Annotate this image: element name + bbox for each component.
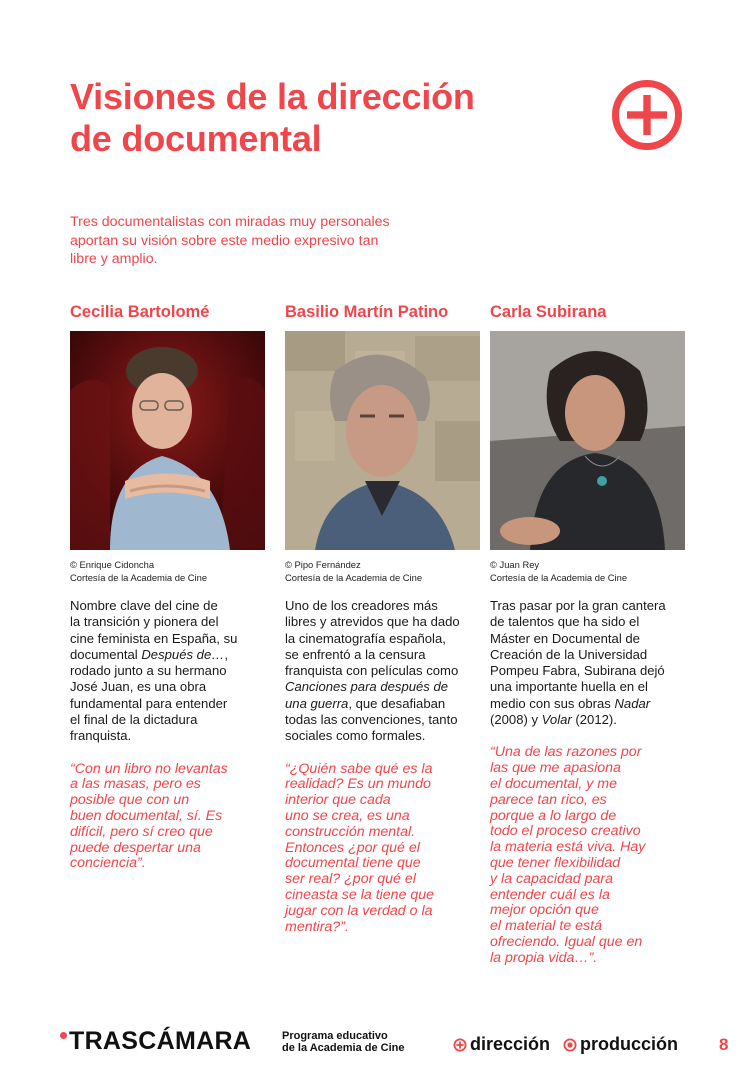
bio-line: Tras pasar por la gran cantera: [490, 598, 666, 613]
bio-line: todas las convenciones, tanto: [285, 712, 458, 728]
profile-name: Cecilia Bartolomé: [70, 303, 210, 321]
quote-line: conciencia”.: [70, 855, 146, 872]
bio-line: Máster en Documental de: [490, 630, 640, 646]
profile-cecilia-bartolome: [70, 302, 270, 872]
nav-label: producción: [580, 1034, 679, 1054]
intro-line: aportan su visión sobre este medio expresivo tan: [70, 232, 379, 249]
profile-carla-subirana: [490, 302, 690, 967]
credit-line: © Enrique Cidoncha: [70, 559, 155, 570]
page-title: [70, 76, 590, 160]
bio-line: el final de la dictadura: [70, 712, 198, 728]
quote-line: documental tiene que: [285, 855, 421, 872]
credit-line: © Juan Rey: [490, 559, 540, 570]
intro-text: [70, 213, 470, 269]
photo-credit: [285, 559, 485, 584]
bio-line: rodado junto a su hermano: [70, 663, 227, 679]
program-line: Programa educativo: [282, 1030, 388, 1042]
profile-quote: [70, 762, 270, 873]
footer-program: [282, 1030, 404, 1054]
credit-line: Cortesía de la Academia de Cine: [70, 571, 208, 583]
plus-circle-icon: [453, 1038, 467, 1052]
portrait-photo: [490, 331, 685, 550]
title-line: de documental: [70, 118, 322, 159]
quote-line: las que me apasiona: [490, 760, 621, 777]
bio-line: la cinematografía española,: [285, 630, 446, 646]
bio-line: una guerra, que desafiaban: [285, 695, 446, 711]
profile-basilio-martin-patino: [285, 302, 485, 935]
bio-line: Creación de la Universidad: [490, 646, 648, 662]
intro-line: Tres documentalistas con miradas muy personales: [70, 214, 390, 230]
quote-line: todo el proceso creativo: [490, 823, 641, 840]
quote-line: interior que cada: [285, 792, 391, 809]
profile-quote: [285, 762, 485, 936]
nav-direccion[interactable]: [453, 1033, 550, 1055]
profile-bio: [285, 598, 485, 745]
profile-name: Carla Subirana: [490, 303, 607, 321]
quote-line: parece tan rico, es: [490, 791, 607, 808]
quote-line: entender cuál es la: [490, 886, 610, 903]
bio-line: franquista con películas como: [285, 663, 459, 679]
brand-name: TRASCÁMARA: [69, 1027, 252, 1055]
quote-line: jugar con la verdad o la: [285, 902, 433, 919]
bio-line: cine feminista en España, su: [70, 630, 238, 646]
bio-line: medio con sus obras Nadar: [490, 695, 651, 711]
bio-line: José Juan, es una obra: [70, 679, 207, 695]
bio-line: documental Después de…,: [70, 646, 228, 662]
nav-label: dirección: [470, 1034, 551, 1054]
quote-line: mejor opción que: [490, 902, 599, 919]
quote-line: posible que con un: [70, 792, 190, 809]
quote-line: “¿Quién sabe qué es la: [285, 760, 433, 777]
quote-line: que tener flexibilidad: [490, 854, 621, 871]
quote-line: construcción mental.: [285, 823, 416, 840]
quote-line: mentira?”.: [285, 918, 349, 935]
intro-line: libre y amplio.: [70, 251, 158, 267]
bio-line: la transición y pionera del: [70, 614, 219, 630]
footer-brand: [60, 1026, 251, 1056]
profile-bio: [490, 598, 690, 728]
quote-line: ser real? ¿por qué el: [285, 871, 416, 888]
portrait-photo: [285, 331, 480, 550]
quote-line: puede despertar una: [70, 839, 201, 856]
bio-line: Pompeu Fabra, Subirana dejó: [490, 663, 665, 679]
quote-line: la materia está viva. Hay: [490, 839, 646, 856]
quote-line: el material te está: [490, 918, 602, 935]
quote-line: a las masas, pero es: [70, 776, 201, 793]
nav-produccion[interactable]: [563, 1033, 678, 1055]
target-circle-icon: [563, 1038, 577, 1052]
quote-line: el documental, y me: [490, 775, 617, 792]
footer-nav: [453, 1033, 686, 1055]
page-number: 8: [719, 1035, 729, 1054]
profile-quote: [490, 745, 690, 966]
quote-line: ofreciendo. Igual que en: [490, 933, 643, 950]
bio-line: de talentos que ha sido el: [490, 614, 640, 630]
profile-name: Basilio Martín Patino: [285, 303, 449, 321]
plus-circle-icon: [611, 79, 683, 151]
bio-line: sociales como formales.: [285, 728, 426, 744]
quote-line: uno se crea, es una: [285, 808, 410, 825]
bio-line: fundamental para entender: [70, 695, 228, 711]
quote-line: “Una de las razones por: [490, 744, 642, 761]
title-line: Visiones de la dirección: [70, 76, 475, 117]
quote-line: y la capacidad para: [490, 870, 614, 887]
bio-line: Nombre clave del cine de: [70, 598, 218, 613]
brand-dot-icon: [60, 1032, 67, 1039]
bio-line: Canciones para después de: [285, 679, 449, 695]
quote-line: “Con un libro no levantas: [70, 760, 228, 777]
quote-line: difícil, pero sí creo que: [70, 823, 213, 840]
credit-line: Cortesía de la Academia de Cine: [490, 571, 628, 583]
quote-line: la propia vida…”.: [490, 949, 598, 966]
bio-line: una importante huella en el: [490, 679, 648, 695]
photo-credit: [70, 559, 270, 584]
bio-line: (2008) y Volar (2012).: [490, 712, 617, 728]
quote-line: buen documental, sí. Es: [70, 808, 223, 825]
bio-line: libres y atrevidos que ha dado: [285, 614, 460, 630]
bio-line: se enfrentó a la censura: [285, 646, 426, 662]
quote-line: cineasta se la tiene que: [285, 887, 435, 904]
credit-line: Cortesía de la Academia de Cine: [285, 571, 423, 583]
profile-bio: [70, 598, 270, 745]
quote-line: Entonces ¿por qué el: [285, 839, 420, 856]
bio-line: franquista.: [70, 728, 132, 744]
program-line: de la Academia de Cine: [282, 1042, 405, 1054]
credit-line: © Pipo Fernández: [285, 559, 361, 570]
quote-line: realidad? Es un mundo: [285, 776, 431, 793]
portrait-photo: [70, 331, 265, 550]
photo-credit: [490, 559, 690, 584]
quote-line: porque a lo largo de: [490, 807, 617, 824]
bio-line: Uno de los creadores más: [285, 598, 438, 613]
